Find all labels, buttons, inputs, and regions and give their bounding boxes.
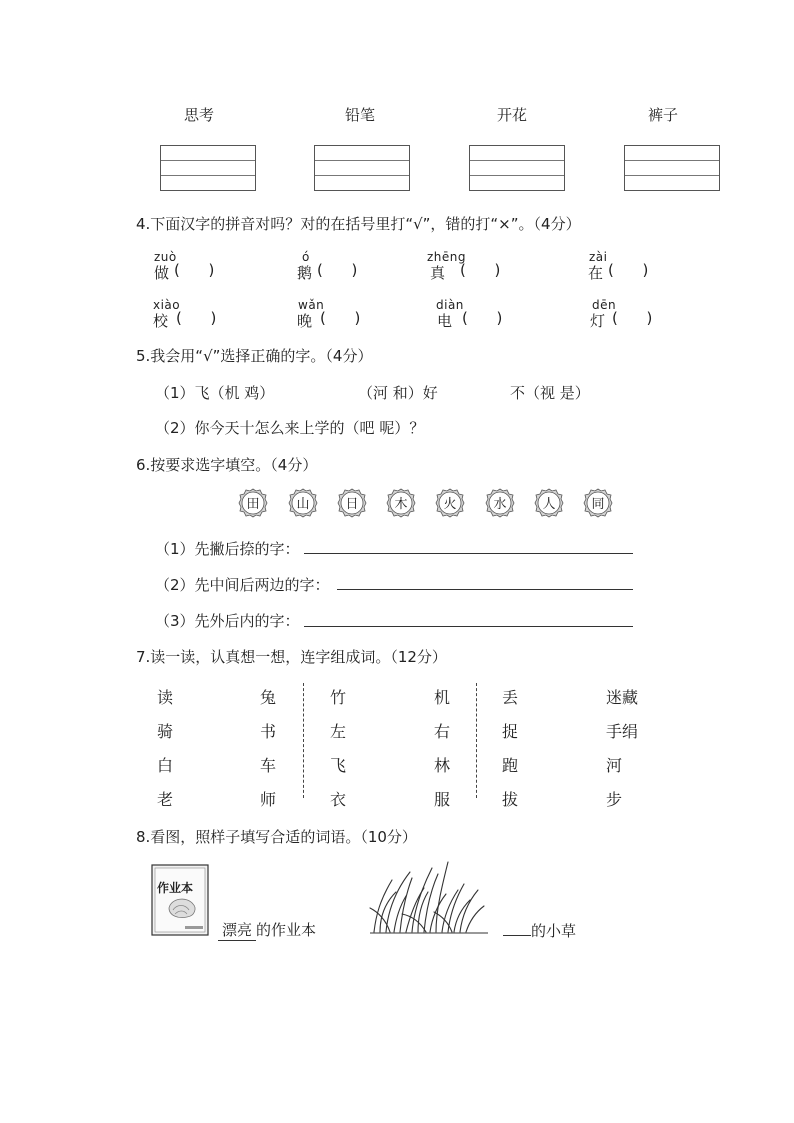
medal-char-3 [337, 488, 367, 522]
notebook-image [151, 864, 209, 936]
q7-char[interactable]: 服 [434, 790, 451, 809]
q7-char[interactable]: 衣 [330, 790, 347, 809]
q4-char-4: 在 [588, 264, 604, 282]
q8-grass-answer [503, 919, 576, 941]
q7-char[interactable]: 林 [434, 756, 451, 775]
q7-char[interactable]: 师 [260, 790, 277, 809]
medal-char-8 [583, 488, 613, 522]
q8-grass-suffix: 的小草 [531, 922, 577, 940]
q7-char[interactable]: 右 [434, 722, 451, 741]
q8-example-suffix: 的作业本 [256, 921, 317, 939]
pinyin-box-2[interactable] [314, 145, 410, 191]
q4-pinyin-2: ó [302, 250, 310, 264]
q4-answer-paren-4[interactable]: ( ) [608, 261, 649, 279]
q8-title: 8.看图，照样子填写合适的词语。（10分） [136, 828, 417, 846]
q7-word[interactable]: 手绢 [606, 722, 639, 741]
q4-pinyin-3: zhēng [427, 250, 467, 264]
q4-pinyin-7: diàn [436, 298, 464, 312]
q5-title: 5.我会用“√”选择正确的字。（4分） [136, 347, 373, 365]
q4-answer-paren-5[interactable]: ( ) [176, 309, 217, 327]
svg-text:山: 山 [296, 497, 310, 512]
medal-char-7 [534, 488, 564, 522]
q7-word[interactable]: 河 [606, 756, 623, 775]
medal-char-1 [238, 488, 268, 522]
svg-text:人: 人 [542, 497, 556, 512]
q4-char-3: 真 [430, 264, 446, 282]
grass-image [366, 860, 492, 936]
q7-word[interactable]: 步 [606, 790, 623, 809]
q4-pinyin-5: xiào [153, 298, 181, 312]
word-label-4: 裤子 [647, 106, 678, 124]
q4-answer-paren-1[interactable]: ( ) [174, 261, 215, 279]
q7-char[interactable]: 竹 [330, 688, 347, 707]
q4-pinyin-1: zuò [154, 250, 177, 264]
svg-text:日: 日 [345, 497, 359, 512]
q4-title: 4.下面汉字的拼音对吗？对的在括号里打“√”，错的打“×”。（4分） [136, 215, 581, 233]
q7-char[interactable]: 拔 [502, 790, 519, 809]
q5-item1-a[interactable]: （1）飞（机 鸡） [155, 384, 275, 402]
q7-group1-left [157, 681, 173, 817]
q5-item2[interactable]: （2）你今天十怎么来上学的（吧 呢）？ [155, 419, 425, 437]
q4-answer-paren-2[interactable]: ( ) [317, 261, 358, 279]
q6-item1-answer-line[interactable] [304, 553, 633, 554]
q7-group3-right [606, 681, 638, 817]
q7-char[interactable]: 车 [260, 756, 277, 775]
svg-text:木: 木 [394, 497, 408, 512]
svg-text:水: 水 [493, 497, 507, 512]
pinyin-box-4[interactable] [624, 145, 720, 191]
q4-answer-paren-3[interactable]: ( ) [460, 261, 501, 279]
q7-char[interactable]: 读 [157, 688, 174, 707]
q6-item3-answer-line[interactable] [304, 626, 633, 627]
medal-char-6 [485, 488, 515, 522]
q4-pinyin-4: zài [589, 250, 608, 264]
q4-pinyin-8: dēn [592, 298, 617, 312]
q7-group1-right [260, 681, 276, 817]
q4-char-2: 鹅 [297, 264, 313, 282]
q7-char[interactable]: 飞 [330, 756, 347, 775]
q6-title: 6.按要求选字填空。（4分） [136, 456, 318, 474]
q7-char[interactable]: 跑 [502, 756, 519, 775]
pinyin-box-3[interactable] [469, 145, 565, 191]
q4-char-5: 校 [153, 312, 169, 330]
q7-char[interactable]: 丢 [502, 688, 519, 707]
q7-word[interactable]: 迷藏 [606, 688, 639, 707]
svg-text:同: 同 [591, 497, 605, 512]
q4-char-8: 灯 [590, 312, 606, 330]
q6-item2-answer-line[interactable] [337, 589, 633, 590]
q7-char[interactable]: 骑 [157, 722, 174, 741]
notebook-label: 作业本 [157, 881, 194, 895]
q4-answer-paren-6[interactable]: ( ) [320, 309, 361, 327]
pinyin-box-1[interactable] [160, 145, 256, 191]
q7-char[interactable]: 老 [157, 790, 174, 809]
q7-char[interactable]: 书 [260, 722, 277, 741]
word-label-1: 思考 [183, 106, 214, 124]
q7-char[interactable]: 机 [434, 688, 451, 707]
q7-group2-right [434, 681, 450, 817]
q4-char-1: 做 [154, 264, 170, 282]
medal-char-4 [386, 488, 416, 522]
word-label-3: 开花 [496, 106, 527, 124]
q7-char[interactable]: 左 [330, 722, 347, 741]
svg-text:火: 火 [443, 497, 457, 512]
q4-char-6: 晚 [297, 312, 313, 330]
q4-pinyin-6: wǎn [298, 298, 325, 312]
word-label-2: 铅笔 [344, 106, 375, 124]
q6-item2-label: （2）先中间后两边的字： [155, 576, 330, 594]
q7-char[interactable]: 兔 [260, 688, 277, 707]
q5-item1-c[interactable]: 不（视 是） [510, 384, 590, 402]
q7-title: 7.读一读，认真想一想，连字组成词。（12分） [136, 648, 447, 666]
q8-example-word: 漂亮 [218, 919, 256, 941]
q7-group3-left [502, 681, 518, 817]
q6-item1-label: （1）先撇后捺的字： [155, 540, 300, 558]
medal-char-2 [288, 488, 318, 522]
q8-grass-blank[interactable] [503, 919, 531, 936]
q8-example [218, 919, 316, 941]
svg-text:田: 田 [246, 497, 260, 512]
q7-separator-2 [476, 683, 477, 798]
medal-char-5 [435, 488, 465, 522]
q7-char[interactable]: 捉 [502, 722, 519, 741]
q7-separator-1 [303, 683, 304, 798]
q7-char[interactable]: 白 [157, 756, 174, 775]
q7-group2-left [330, 681, 346, 817]
q4-char-7: 电 [437, 312, 453, 330]
q6-item3-label: （3）先外后内的字： [155, 612, 300, 630]
q4-answer-paren-7[interactable]: ( ) [462, 309, 503, 327]
q4-answer-paren-8[interactable]: ( ) [612, 309, 653, 327]
q5-item1-b[interactable]: （河 和）好 [358, 384, 438, 402]
